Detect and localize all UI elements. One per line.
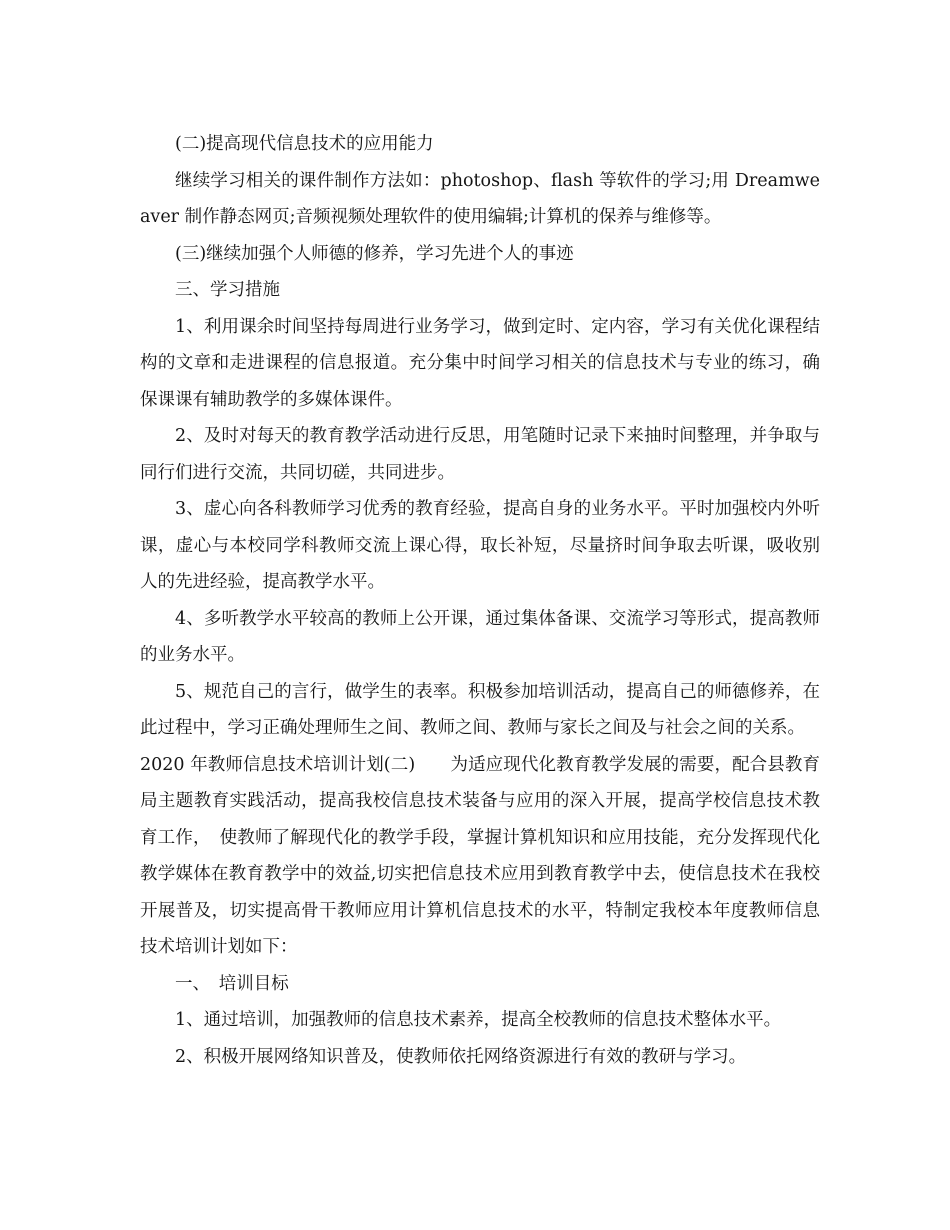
plan-two-intro: 2020 年教师信息技术培训计划(二) 为适应现代化教育教学发展的需要，配合县教育局主题教育实践活动，提高我校信息技术装备与应用的深入开展，提高学校信息技术教育工作， 使教师了解现代化的教学手段，掌握计算机知识和应用技能，充分发挥现代化教学媒体在教育教学中的效益,切实把信息技术应用到教育教学中去，使信息技术在我校开展普及，切实提高骨干教师应用计算机信息技术的水平，特制定我校本年度教师信息技术培训计划如下： — [140, 754, 820, 957]
goal-item-1: 1、通过培训，加强教师的信息技术素养，提高全校教师的信息技术整体水平。 — [175, 1010, 782, 1030]
document-body — [140, 126, 820, 1075]
measure-item-5: 5、规范自己的言行，做学生的表率。积极参加培训活动，提高自己的师德修养，在此过程中，学习正确处理师生之间、教师之间、教师与家长之间及与社会之间的关系。 — [140, 681, 820, 738]
goal-item-2: 2、积极开展网络知识普及，使教师依托网络资源进行有效的教研与学习。 — [175, 1046, 747, 1067]
measure-item-1: 1、利用课余时间坚持每周进行业务学习，做到定时、定内容，学习有关优化课程结构的文章和走进课程的信息报道。充分集中时间学习相关的信息技术与专业的练习，确保课课有辅助教学的多媒体课件。 — [140, 316, 820, 410]
measure-item-4: 4、多听教学水平较高的教师上公开课，通过集体备课、交流学习等形式，提高教师的业务水平。 — [140, 608, 820, 665]
paragraph-courseware-skills: 继续学习相关的课件制作方法如：photoshop、flash 等软件的学习;用 Dreamweaver 制作静态网页;音频视频处理软件的使用编辑;计算机的保养与维修等。 — [140, 170, 820, 227]
heading-learning-measures: 三、学习措施 — [175, 280, 280, 300]
measure-item-3: 3、虚心向各科教师学习优秀的教育经验，提高自身的业务水平。平时加强校内外听课，虚心与本校同学科教师交流上课心得，取长补短，尽量挤时间争取去听课，吸收别人的先进经验，提高教学水平。 — [140, 499, 820, 592]
subheading-improve-it-ability: (二)提高现代信息技术的应用能力 — [175, 134, 434, 154]
measure-item-2: 2、及时对每天的教育教学活动进行反思，用笔随时记录下来抽时间整理，并争取与同行们进行交流，共同切磋，共同进步。 — [140, 426, 820, 483]
heading-training-goals: 一、 培训目标 — [175, 973, 289, 994]
subheading-teacher-ethics: (三)继续加强个人师德的修养，学习先进个人的事迹 — [175, 243, 574, 264]
